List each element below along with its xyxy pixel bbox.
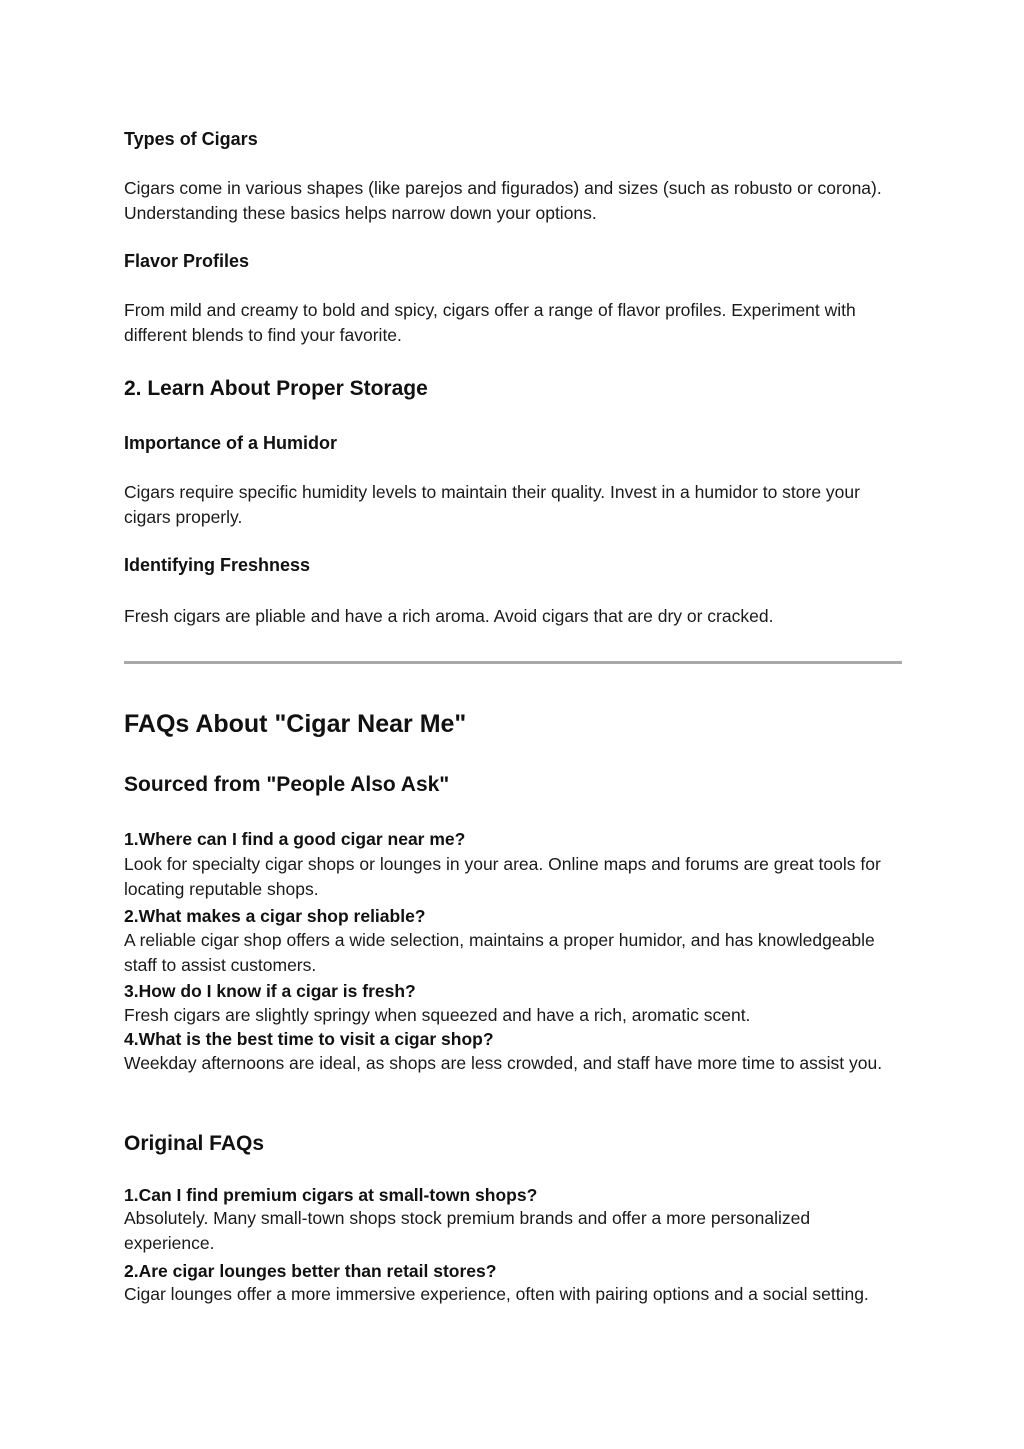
faq-answer: Fresh cigars are slightly springy when squeezed and have a rich, aromatic scent. bbox=[124, 1005, 751, 1025]
faq-question: 3.How do I know if a cigar is fresh? bbox=[124, 981, 416, 1001]
flavor-profiles-heading: Flavor Profiles bbox=[124, 251, 250, 271]
section-divider bbox=[124, 661, 902, 664]
faqs-heading: FAQs About "Cigar Near Me" bbox=[124, 710, 467, 738]
proper-storage-heading: 2. Learn About Proper Storage bbox=[124, 377, 428, 400]
types-of-cigars-heading: Types of Cigars bbox=[124, 129, 258, 149]
faq-answer: A reliable cigar shop offers a wide selection, maintains a proper humidor, and has knowledgeable staff to assist customers. bbox=[124, 930, 875, 975]
faq-answer: Absolutely. Many small-town shops stock premium brands and offer a more personalized experience. bbox=[124, 1208, 811, 1253]
faq-answer: Weekday afternoons are ideal, as shops are less crowded, and staff have more time to assist you. bbox=[124, 1053, 883, 1073]
people-also-ask-heading: Sourced from "People Also Ask" bbox=[124, 773, 450, 796]
freshness-heading: Identifying Freshness bbox=[124, 555, 311, 575]
faq-question: 2.Are cigar lounges better than retail stores? bbox=[124, 1261, 497, 1281]
original-faqs-heading: Original FAQs bbox=[124, 1132, 265, 1155]
types-of-cigars-text: Cigars come in various shapes (like parejos and figurados) and sizes (such as robusto or corona). Understanding these basics helps narrow down your options. bbox=[124, 178, 882, 223]
faq-question: 2.What makes a cigar shop reliable? bbox=[124, 906, 426, 926]
faq-answer: Cigar lounges offer a more immersive experience, often with pairing options and a social setting. bbox=[124, 1284, 869, 1304]
freshness-text: Fresh cigars are pliable and have a rich aroma. Avoid cigars that are dry or cracked. bbox=[124, 606, 774, 626]
faq-question: 1.Where can I find a good cigar near me? bbox=[124, 829, 466, 849]
faq-question: 4.What is the best time to visit a cigar shop? bbox=[124, 1029, 494, 1049]
flavor-profiles-text: From mild and creamy to bold and spicy, cigars offer a range of flavor profiles. Experiment with different blends to find your favorite. bbox=[124, 300, 856, 345]
humidor-text: Cigars require specific humidity levels to maintain their quality. Invest in a humidor to store your cigars properly. bbox=[124, 482, 860, 527]
faq-answer: Look for specialty cigar shops or lounges in your area. Online maps and forums are great tools for locating reputable shops. bbox=[124, 854, 881, 899]
faq-question: 1.Can I find premium cigars at small-town shops? bbox=[124, 1185, 538, 1205]
humidor-heading: Importance of a Humidor bbox=[124, 433, 338, 453]
